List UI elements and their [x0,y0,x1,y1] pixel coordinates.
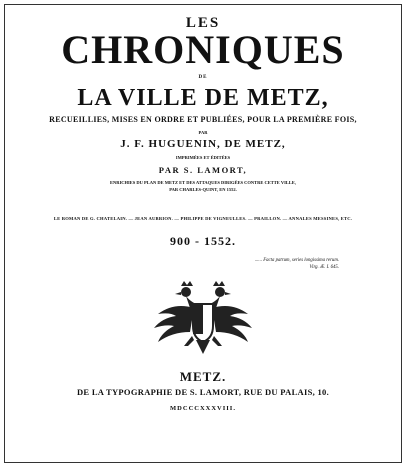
par-label: PAR [198,130,208,135]
epigraph-quote: ...... Facta patrum, series longissima rerum. [254,258,339,263]
publisher-intro: IMPRIMÉES ET ÉDITÉES [175,155,231,160]
publisher-name: PAR S. LAMORT, [158,165,248,175]
subtitle: RECUEILLIES, MISES EN ORDRE ET PUBLIÉES, POUR LA PREMIÈRE FOIS, [49,115,357,124]
imprint-printer: DE LA TYPOGRAPHIE DE S. LAMORT, RUE DU PALAIS, 10. [76,387,330,397]
date-range: 900 - 1552. [170,234,236,248]
title-page [4,4,402,463]
note-line-2: PAR CHARLES-QUINT, EN 1552. [169,187,237,192]
imprint-year: MDCCCXXXVIII. [170,405,236,412]
note-line-1: ENRICHIES DU PLAN DE METZ ET DES ATTAQUES DIRIGÉES CONTRE CETTE VILLE, [110,180,296,185]
epigraph-source: Virg. Æ. I. 645. [309,265,339,270]
author-name: J. F. HUGUENIN, DE METZ, [120,138,286,150]
title-ville: LA VILLE DE METZ, [77,85,329,111]
imprint-city: METZ. [179,369,227,384]
double-headed-eagle-crest-icon [148,280,258,360]
title-de: DE [198,75,208,80]
title-chroniques: CHRONIQUES [61,27,345,72]
epigraph [255,257,339,271]
title-les: LES [185,15,221,31]
contents-line: LE ROMAN DE G. CHATELAIN. — JEAN AUBRION. — PHILIPPE DE VIGNEULLES. — PRAILLON. — ANNALES MESSINES, ETC. [53,216,353,221]
